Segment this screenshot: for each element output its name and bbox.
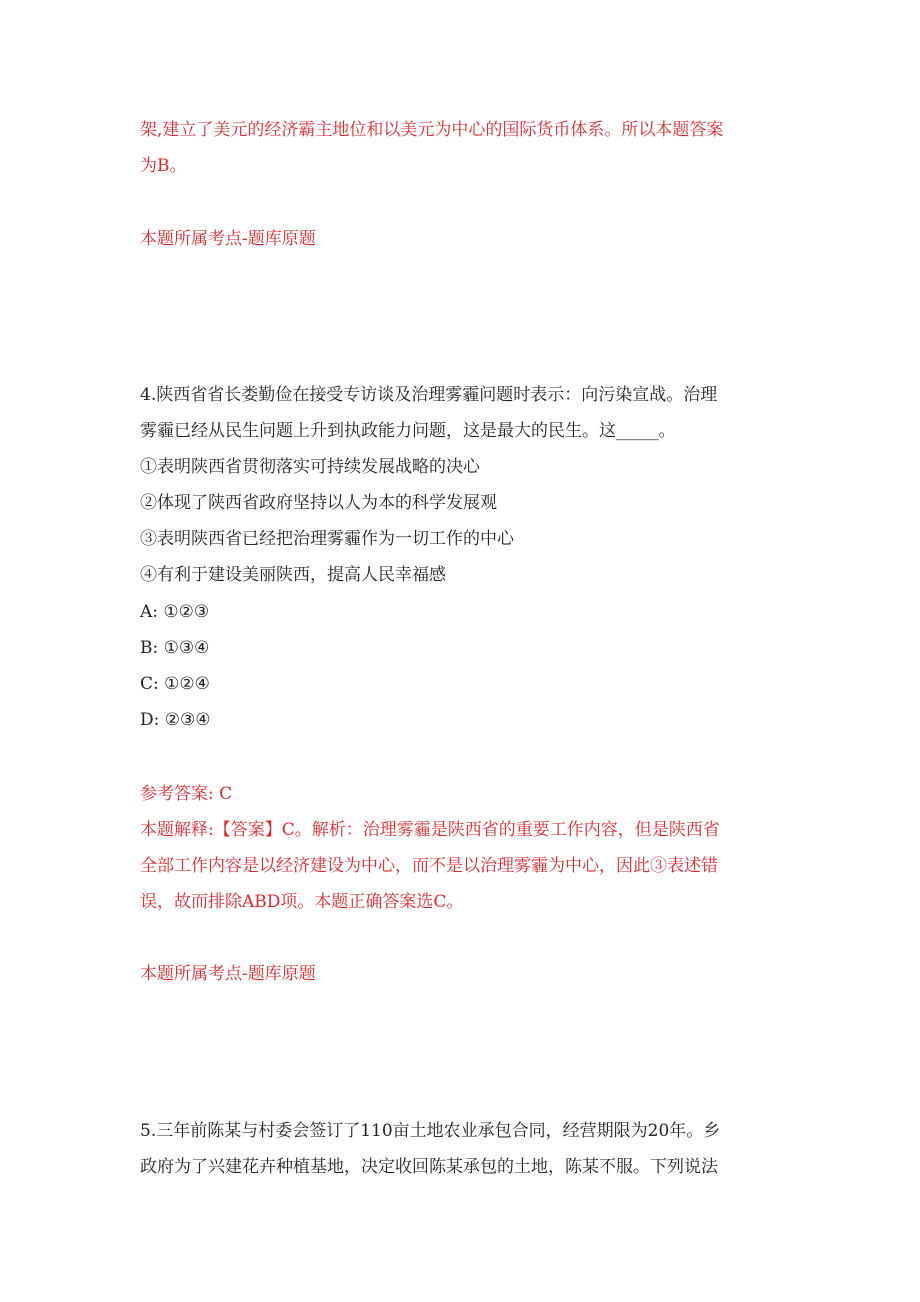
- q4-statement-4: ④有利于建设美丽陕西，提高人民幸福感: [140, 565, 446, 585]
- prev-explanation-line-2: 为B。: [140, 156, 187, 176]
- q4-answer: 参考答案: C: [140, 784, 233, 804]
- q4-statement-2: ②体现了陕西省政府坚持以人为本的科学发展观: [140, 493, 497, 513]
- q4-explanation-line-2: 全部工作内容是以经济建设为中心，而不是以治理雾霾为中心，因此③表述错: [140, 856, 718, 876]
- q4-explanation-line-3: 误，故而排除ABD项。本题正确答案选C。: [140, 892, 464, 912]
- q4-stem-line-2: 雾霾已经从民生问题上升到执政能力问题，这是最大的民生。这_____。: [140, 421, 676, 441]
- q4-option-a: A: ①②③: [140, 602, 210, 622]
- q5-stem-line-1: 5.三年前陈某与村委会签订了110亩土地农业承包合同，经营期限为20年。乡: [140, 1121, 721, 1141]
- q4-explanation-line-1: 本题解释:【答案】C。解析：治理雾霾是陕西省的重要工作内容，但是陕西省: [140, 820, 720, 840]
- q4-option-d: D: ②③④: [140, 710, 211, 730]
- prev-topic-tag: 本题所属考点-题库原题: [140, 229, 316, 249]
- q4-stem-line-1: 4.陕西省省长娄勤俭在接受专访谈及治理雾霾问题时表示：向污染宣战。治理: [140, 385, 718, 405]
- q5-stem-line-2: 政府为了兴建花卉种植基地，决定收回陈某承包的土地，陈某不服。下列说法: [140, 1157, 718, 1177]
- q4-option-b: B: ①③④: [140, 638, 210, 658]
- q4-statement-3: ③表明陕西省已经把治理雾霾作为一切工作的中心: [140, 529, 514, 549]
- q4-option-c: C: ①②④: [140, 674, 210, 694]
- q4-topic-tag: 本题所属考点-题库原题: [140, 964, 316, 984]
- q4-statement-1: ①表明陕西省贯彻落实可持续发展战略的决心: [140, 457, 480, 477]
- prev-explanation-line-1: 架,建立了美元的经济霸主地位和以美元为中心的国际货币体系。所以本题答案: [140, 120, 724, 140]
